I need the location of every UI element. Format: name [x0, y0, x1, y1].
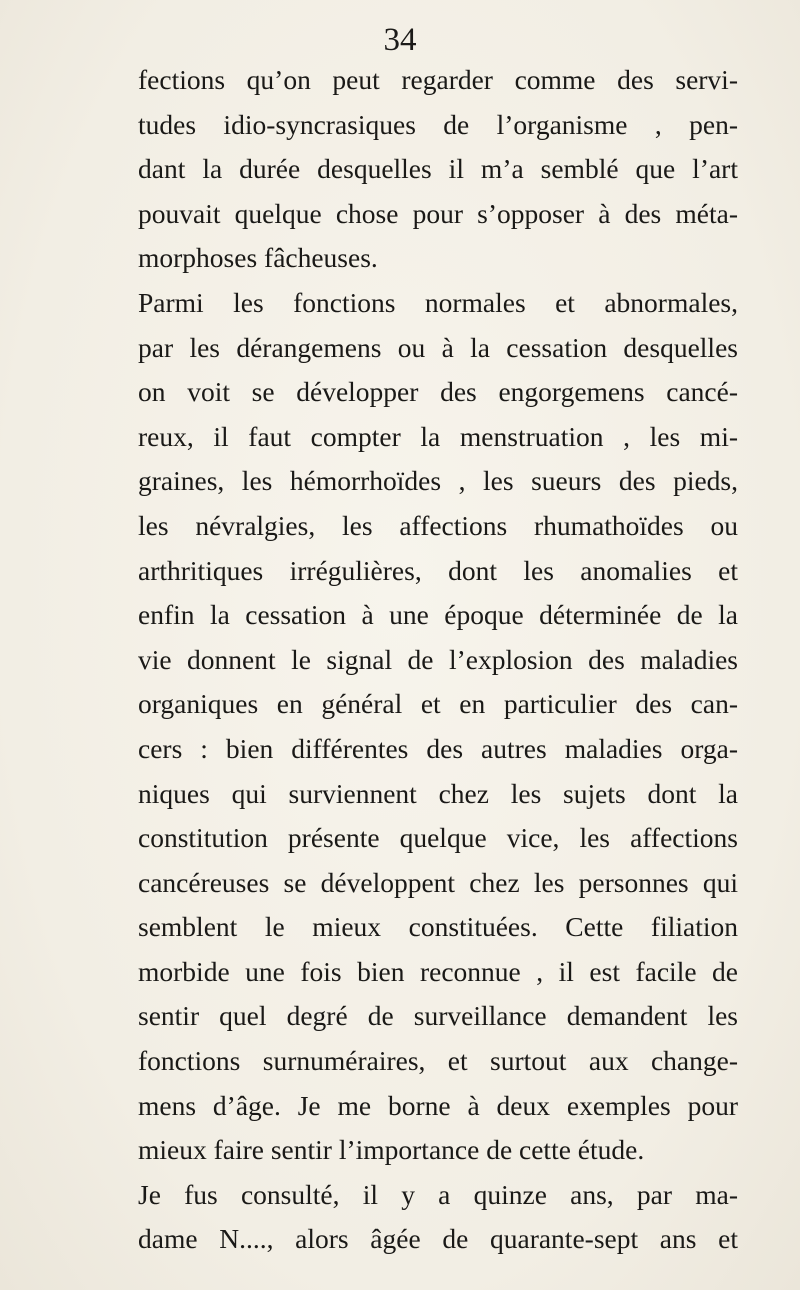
text-line: morbide une fois bien reconnue , il est facile de — [138, 955, 738, 987]
text-line: arthritiques irrégulières, dont les anomalies et — [138, 554, 738, 586]
text-line: vie donnent le signal de l’explosion des maladies — [138, 643, 738, 675]
text-line: tudes idio-syncrasiques de l’organisme , pen- — [138, 108, 738, 140]
text-line: enfin la cessation à une époque déterminée de la — [138, 599, 738, 631]
text-line: organiques en général et en particulier des can- — [138, 688, 738, 720]
text-line: niques qui surviennent chez les sujets dont la — [138, 777, 738, 809]
text-line: fonctions surnuméraires, et surtout aux change- — [138, 1045, 738, 1077]
text-line: morphoses fâcheuses. — [138, 242, 378, 274]
text-line: on voit se développer des engorgemens cancé- — [138, 376, 738, 408]
text-line: dame N...., alors âgée de quarante-sept ans et — [138, 1223, 738, 1255]
text-line: mieux faire sentir l’importance de cette étude. — [138, 1134, 645, 1166]
text-line: les névralgies, les affections rhumathoïdes ou — [138, 509, 738, 541]
text-line: pouvait quelque chose pour s’opposer à des méta- — [138, 197, 738, 229]
text-line: semblent le mieux constituées. Cette filiation — [138, 911, 738, 943]
text-line: reux, il faut compter la menstruation , les mi- — [138, 420, 738, 452]
page-number: 34 — [383, 22, 417, 58]
text-line: cers : bien différentes des autres maladies orga- — [138, 732, 738, 764]
text-line: cancéreuses se développent chez les personnes qui — [138, 866, 738, 898]
text-line: par les dérangemens ou à la cessation desquelles — [138, 331, 738, 363]
text-line: sentir quel degré de surveillance demandent les — [138, 1000, 738, 1032]
text-line: constitution présente quelque vice, les affections — [138, 822, 738, 854]
text-line: mens d’âge. Je me borne à deux exemples pour — [138, 1089, 738, 1121]
text-line: fections qu’on peut regarder comme des servi- — [138, 64, 738, 95]
text-line: Je fus consulté, il y a quinze ans, par ma- — [138, 1178, 738, 1210]
body-text — [138, 58, 738, 1262]
text-line: graines, les hémorrhoïdes , les sueurs des pieds, — [138, 465, 738, 497]
text-line: Parmi les fonctions normales et abnormales, — [138, 286, 738, 318]
text-line: dant la durée desquelles il m’a semblé que l’art — [138, 153, 738, 185]
